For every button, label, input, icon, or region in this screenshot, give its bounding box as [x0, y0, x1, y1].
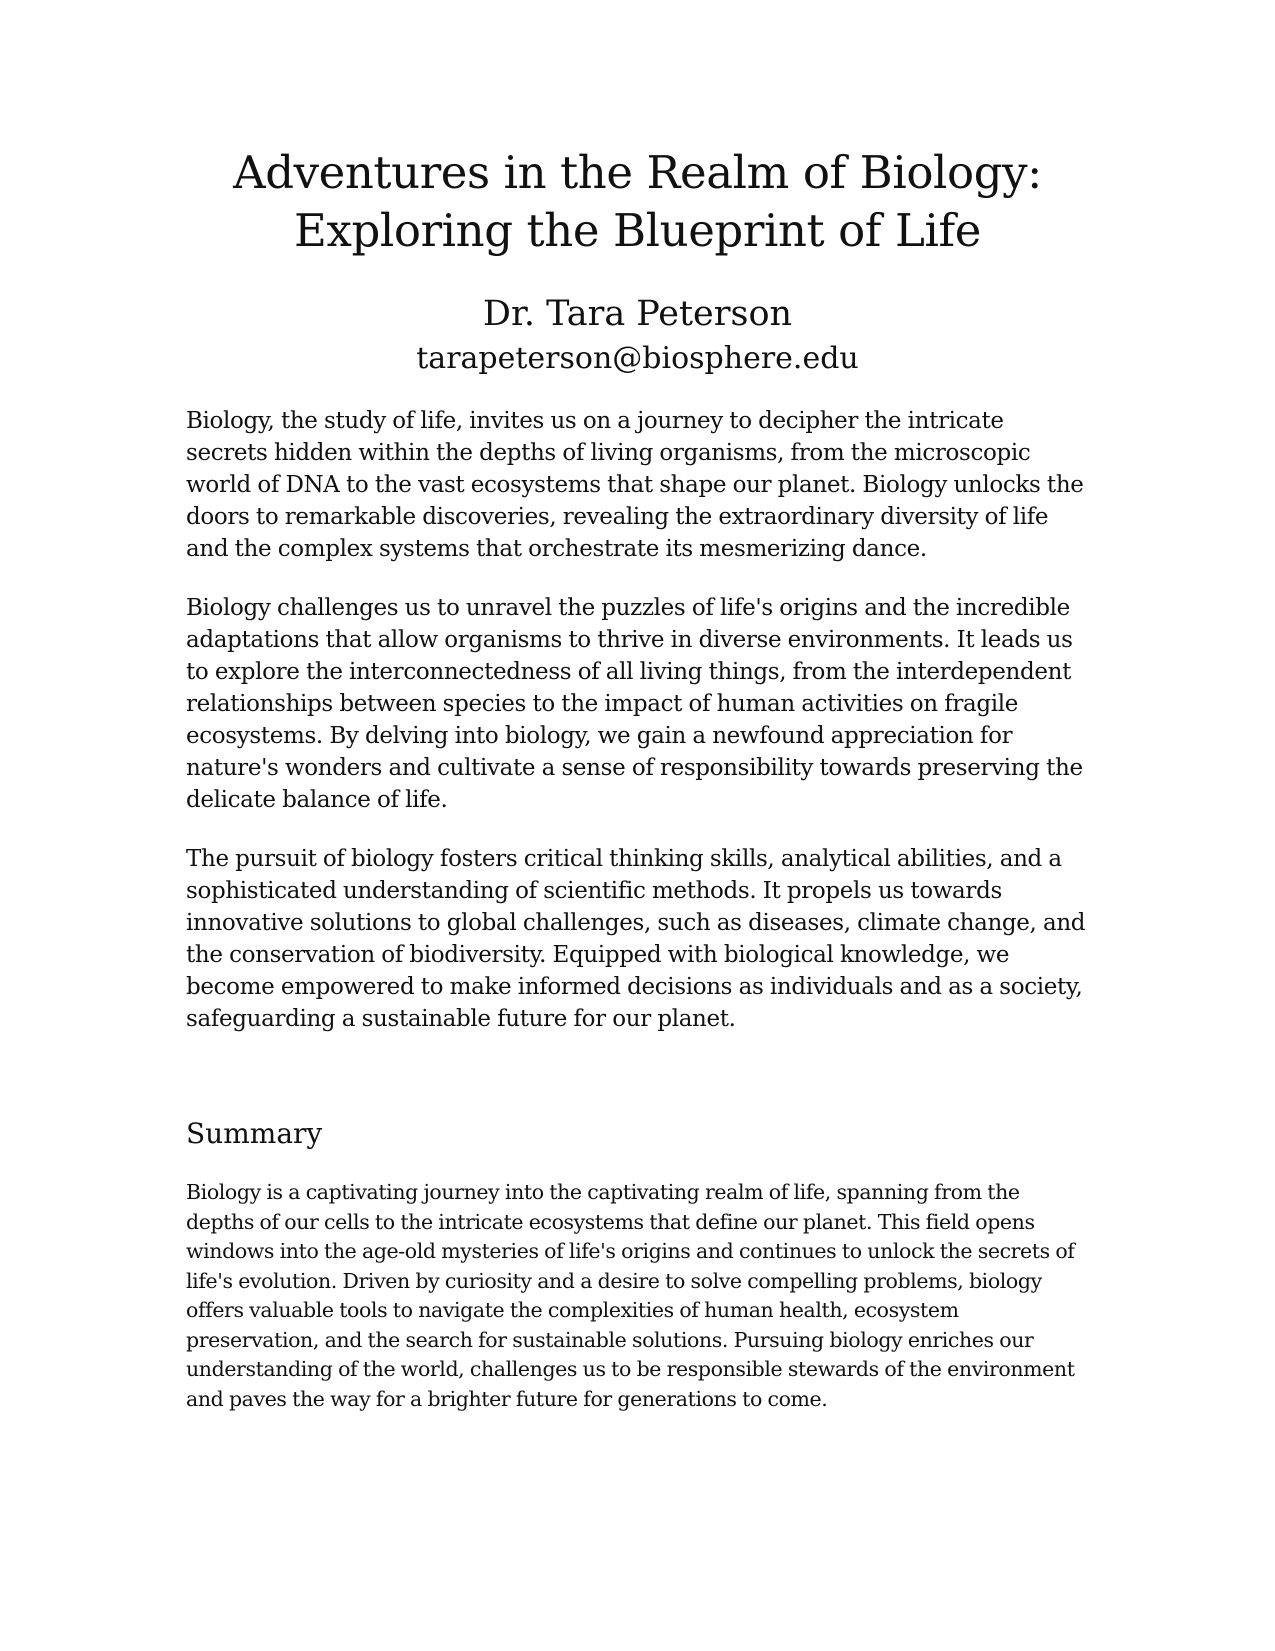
paragraph-block: [186, 843, 1091, 1035]
title-line-1: Adventures in the Realm of Biology:: [233, 146, 1042, 199]
summary-block: [186, 1178, 1091, 1414]
body-paragraph-1: Biology, the study of life, invites us on a journey to decipher the intricate secrets hidden within the depths of living organisms, from the microscopic world of DNA to the vast ecosystems that shape our planet. Biology unlocks the doors to remarkable discoveries, revealing the extraordinary diversity of life and the complex systems that orchestrate its mesmerizing dance.: [186, 408, 1084, 562]
paragraph-block: [186, 405, 1091, 565]
title-line-2: Exploring the Blueprint of Life: [294, 204, 981, 257]
paragraph-block: [186, 592, 1091, 816]
body-paragraph-2: Biology challenges us to unravel the puzzles of life's origins and the incredible adaptations that allow organisms to thrive in diverse environments. It leads us to explore the interconnectedness of all living things, from the interdependent relationships between species to the impact of human activities on fragile ecosystems. By delving into biology, we gain a newfound appreciation for nature's wonders and cultivate a sense of responsibility towards preserving the delicate balance of life.: [186, 595, 1083, 813]
body-paragraph-3: The pursuit of biology fosters critical thinking skills, analytical abilities, and a sophisticated understanding of scientific methods. It propels us towards innovative solutions to global challenges, such as diseases, climate change, and the conservation of biodiversity. Equipped with biological knowledge, we become empowered to make informed decisions as individuals and as a society, safeguarding a sustainable future for our planet.: [186, 846, 1086, 1032]
document-title: [100, 144, 1175, 260]
summary-paragraph: Biology is a captivating journey into the captivating realm of life, spanning from the depths of our cells to the intricate ecosystems that define our planet. This field opens windows into the age-old mysteries of life's origins and continues to unlock the secrets of life's evolution. Driven by curiosity and a desire to solve compelling problems, biology offers valuable tools to navigate the complexities of human health, ecosystem preservation, and the search for sustainable solutions. Pursuing biology enriches our understanding of the world, challenges us to be responsible stewards of the environment and paves the way for a brighter future for generations to come.: [186, 1180, 1075, 1411]
author-name: Dr. Tara Peterson: [482, 294, 793, 334]
summary-heading: Summary: [186, 1117, 323, 1150]
author-email: tarapeterson@biosphere.edu: [416, 341, 859, 376]
